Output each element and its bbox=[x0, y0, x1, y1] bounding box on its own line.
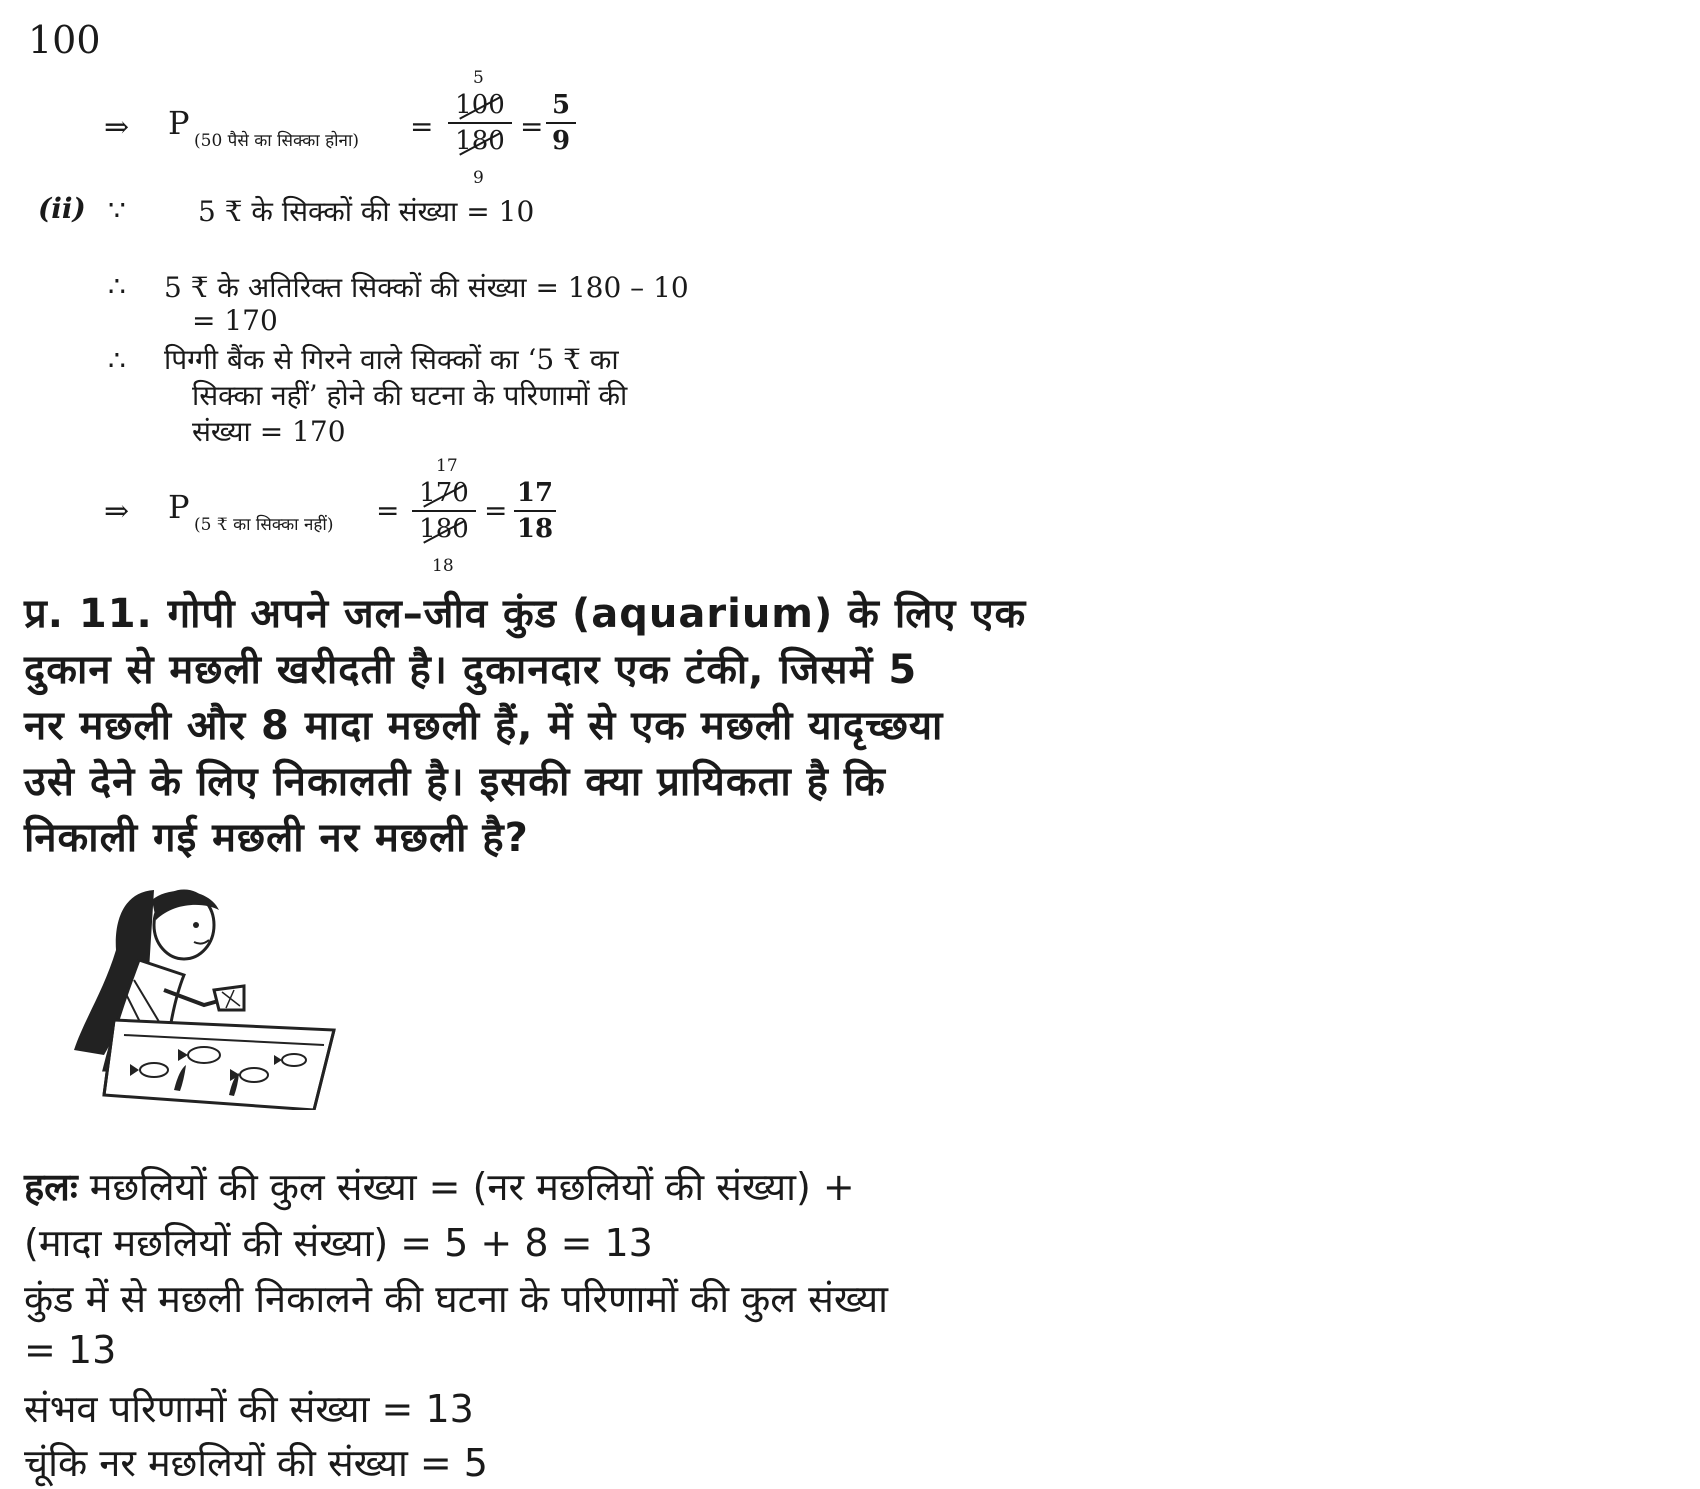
result-fraction bbox=[514, 478, 556, 544]
fraction-denominator: 180 bbox=[455, 126, 505, 156]
fraction-denominator: 180 bbox=[419, 514, 469, 544]
fraction-numerator: 170 bbox=[419, 478, 469, 508]
solution-first-line bbox=[24, 1160, 855, 1212]
solution-line: = 170 bbox=[192, 304, 278, 337]
result-numerator: 5 bbox=[551, 90, 571, 120]
fraction-bar bbox=[448, 122, 512, 124]
question-line: नर मछली और 8 मादा मछली हैं, में से एक मछली यादृच्छया bbox=[24, 703, 944, 749]
solution-line: मछलियों की कुल संख्या = (नर मछलियों की संख्या) + bbox=[89, 1165, 855, 1209]
cancel-quotient-bottom: 9 bbox=[473, 168, 484, 188]
girl-at-fish-tank-illustration bbox=[44, 880, 374, 1110]
solution-line: संभव परिणामों की संख्या = 13 bbox=[24, 1387, 474, 1431]
probability-subscript: (5 ₹ का सिक्का नहीं) bbox=[194, 515, 334, 535]
solution-line: चूंकि नर मछलियों की संख्या = 5 bbox=[24, 1441, 488, 1485]
solution-line: पिग्गी बैंक से गिरने वाले सिक्कों का ‘5 ₹ का bbox=[164, 343, 619, 376]
solution-line: 5 ₹ के सिक्कों की संख्या = 10 bbox=[198, 195, 535, 228]
equals-sign: = bbox=[484, 494, 508, 527]
question-line: उसे देने के लिए निकालती है। इसकी क्या प्रायिकता है कि bbox=[24, 759, 886, 805]
result-fraction bbox=[546, 90, 576, 156]
therefore-symbol: ∴ bbox=[108, 344, 126, 377]
fraction-numerator: 100 bbox=[455, 90, 505, 120]
cancelled-fraction bbox=[412, 478, 476, 544]
equals-sign: = bbox=[520, 110, 544, 143]
therefore-symbol: ∴ bbox=[108, 270, 126, 303]
cancel-quotient-top: 17 bbox=[436, 456, 458, 476]
probability-symbol: P bbox=[168, 104, 190, 142]
implies-arrow: ⇒ bbox=[104, 494, 130, 529]
question-line: निकाली गई मछली नर मछली है? bbox=[24, 815, 529, 861]
result-numerator: 17 bbox=[516, 478, 554, 508]
probability-symbol: P bbox=[168, 488, 190, 526]
probability-subscript: (50 पैसे का सिक्का होना) bbox=[194, 131, 360, 151]
page-number: 100 bbox=[28, 18, 101, 62]
fraction-bar bbox=[546, 122, 576, 124]
question-line: प्र. 11. गोपी अपने जल–जीव कुंड (aquarium) के लिए एक bbox=[24, 591, 1027, 637]
because-symbol: ∵ bbox=[108, 194, 126, 227]
fraction-bar bbox=[412, 510, 476, 512]
part-label: (ii) bbox=[38, 192, 86, 225]
solution-line: सिक्का नहीं’ होने की घटना के परिणामों की bbox=[192, 379, 628, 412]
cancel-quotient-bottom: 18 bbox=[432, 556, 454, 576]
equals-sign: = bbox=[376, 494, 400, 527]
question-line: दुकान से मछली खरीदती है। दुकानदार एक टंकी, जिसमें 5 bbox=[24, 647, 918, 693]
fraction-bar bbox=[514, 510, 556, 512]
implies-arrow: ⇒ bbox=[104, 110, 130, 145]
result-denominator: 9 bbox=[551, 126, 571, 156]
solution-line: 5 ₹ के अतिरिक्त सिक्कों की संख्या = 180 – 10 bbox=[164, 271, 689, 304]
result-denominator: 18 bbox=[516, 514, 554, 544]
solution-label: हलः bbox=[24, 1165, 78, 1209]
cancel-quotient-top: 5 bbox=[473, 68, 484, 88]
cancelled-fraction bbox=[448, 90, 512, 156]
equals-sign: = bbox=[410, 110, 434, 143]
solution-line: कुंड में से मछली निकालने की घटना के परिणामों की कुल संख्या bbox=[24, 1277, 888, 1321]
solution-line: = 13 bbox=[24, 1328, 117, 1372]
solution-line: (मादा मछलियों की संख्या) = 5 + 8 = 13 bbox=[24, 1221, 653, 1265]
solution-line: संख्या = 170 bbox=[192, 415, 346, 448]
